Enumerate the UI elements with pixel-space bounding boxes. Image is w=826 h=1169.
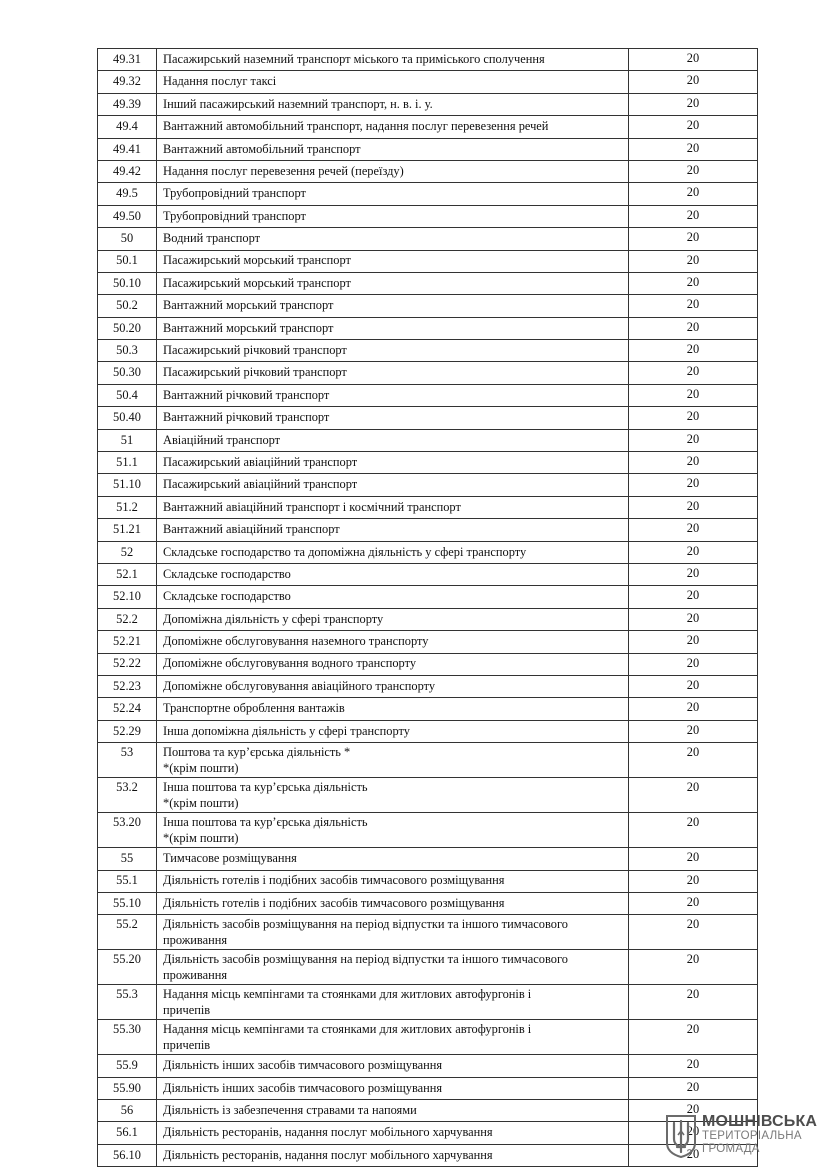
rate-cell: 20 — [629, 653, 758, 675]
rate-cell: 20 — [629, 362, 758, 384]
activity-name-cell — [157, 1100, 629, 1122]
activity-name-cell — [157, 778, 629, 813]
activity-name-cell — [157, 474, 629, 496]
activity-code-cell: 56.10 — [98, 1144, 157, 1166]
activity-code-cell: 49.41 — [98, 138, 157, 160]
activity-code-cell: 50.10 — [98, 272, 157, 294]
activity-code-cell: 51.2 — [98, 496, 157, 518]
activity-name: Допоміжне обслуговування водного транспорту — [163, 656, 417, 671]
activity-name-cell — [157, 915, 629, 950]
activity-name: Надання місць кемпінгами та стоянками для житлових автофургонів і — [163, 1022, 532, 1037]
activity-code-cell: 52.2 — [98, 608, 157, 630]
activity-name-cell — [157, 653, 629, 675]
activity-name: Надання послуг таксі — [163, 74, 277, 89]
table-row — [98, 474, 758, 496]
activity-name: Діяльність засобів розміщування на період відпустки та іншого тимчасового — [163, 952, 568, 967]
activity-name: Вантажний морський транспорт — [163, 298, 334, 313]
activity-name-cell — [157, 720, 629, 742]
table-row — [98, 653, 758, 675]
logo-line-3: ГРОМАДА — [702, 1143, 760, 1155]
rate-cell: 20 — [629, 698, 758, 720]
activity-name-cell — [157, 1020, 629, 1055]
activity-code-cell: 53 — [98, 743, 157, 778]
activity-name-cell — [157, 519, 629, 541]
activity-note: *(крім пошти) — [163, 760, 239, 775]
activity-code-cell: 50.30 — [98, 362, 157, 384]
rate-cell: 20 — [629, 870, 758, 892]
activity-code-cell: 55.90 — [98, 1077, 157, 1099]
activity-name: Складське господарство — [163, 589, 291, 604]
activity-name-cell — [157, 183, 629, 205]
activity-code-cell: 50.1 — [98, 250, 157, 272]
activity-name-cell — [157, 384, 629, 406]
activity-code-cell: 52.21 — [98, 631, 157, 653]
activity-code-cell: 56 — [98, 1100, 157, 1122]
activity-name: Пасажирський авіаційний транспорт — [163, 477, 358, 492]
activity-code-cell: 52 — [98, 541, 157, 563]
activity-name-cell — [157, 892, 629, 914]
activity-code-cell: 50 — [98, 228, 157, 250]
table-row — [98, 272, 758, 294]
activity-code-cell: 52.24 — [98, 698, 157, 720]
table-row — [98, 608, 758, 630]
rate-cell: 20 — [629, 49, 758, 71]
activity-name: Допоміжне обслуговування авіаційного транспорту — [163, 678, 436, 693]
activity-name: Водний транспорт — [163, 231, 261, 246]
activity-name: Вантажний автомобільний транспорт, надання послуг перевезення речей — [163, 119, 549, 134]
activity-name: Пасажирський річковий транспорт — [163, 343, 347, 358]
activity-name-cell — [157, 1122, 629, 1144]
trident-emblem-icon — [665, 1113, 697, 1159]
activity-name: Авіаційний транспорт — [163, 432, 281, 447]
table-row — [98, 778, 758, 813]
activity-code-cell: 49.4 — [98, 116, 157, 138]
table-row — [98, 295, 758, 317]
rate-cell: 20 — [629, 915, 758, 950]
activity-name-cell — [157, 452, 629, 474]
activity-name: Діяльність ресторанів, надання послуг мобільного харчування — [163, 1147, 493, 1162]
activity-name: Пасажирський наземний транспорт міського та приміського сполучення — [163, 51, 545, 66]
table-row — [98, 429, 758, 451]
activity-name-cell — [157, 950, 629, 985]
table-row — [98, 743, 758, 778]
rate-cell: 20 — [629, 295, 758, 317]
table-row — [98, 720, 758, 742]
table-row — [98, 496, 758, 518]
activity-name-cell — [157, 1055, 629, 1077]
table-row — [98, 675, 758, 697]
rate-cell: 20 — [629, 340, 758, 362]
activity-name-cell — [157, 272, 629, 294]
activity-code-cell: 49.31 — [98, 49, 157, 71]
activity-name-cell — [157, 340, 629, 362]
activity-name-cell — [157, 848, 629, 870]
table-row — [98, 362, 758, 384]
table-row — [98, 1100, 758, 1122]
activity-name: Вантажний річковий транспорт — [163, 410, 330, 425]
activity-name-cell — [157, 116, 629, 138]
rate-cell: 20 — [629, 429, 758, 451]
table-row — [98, 183, 758, 205]
rate-cell: 20 — [629, 474, 758, 496]
activity-name: Трубопровідний транспорт — [163, 186, 306, 201]
activity-name-cell — [157, 541, 629, 563]
rate-cell: 20 — [629, 892, 758, 914]
activity-name-cell — [157, 813, 629, 848]
activity-name: Діяльність готелів і подібних засобів тимчасового розміщування — [163, 873, 505, 888]
activity-name-continuation: причепів — [163, 1002, 211, 1017]
activity-name: Вантажний автомобільний транспорт — [163, 141, 361, 156]
activity-code-cell: 52.23 — [98, 675, 157, 697]
table-row — [98, 985, 758, 1020]
activity-name-cell — [157, 496, 629, 518]
activity-name: Діяльність інших засобів тимчасового розміщування — [163, 1058, 443, 1073]
rate-cell: 20 — [629, 93, 758, 115]
activity-code-cell: 51.1 — [98, 452, 157, 474]
rate-cell: 20 — [629, 1077, 758, 1099]
rate-cell: 20 — [629, 452, 758, 474]
activity-code-cell: 50.40 — [98, 407, 157, 429]
activity-code-cell: 52.10 — [98, 586, 157, 608]
activity-name-cell — [157, 228, 629, 250]
activity-name: Трубопровідний транспорт — [163, 208, 306, 223]
table-row — [98, 407, 758, 429]
rate-cell: 20 — [629, 519, 758, 541]
table-row — [98, 631, 758, 653]
activity-name: Пасажирський авіаційний транспорт — [163, 454, 358, 469]
rate-cell: 20 — [629, 250, 758, 272]
rate-cell: 20 — [629, 778, 758, 813]
rate-cell: 20 — [629, 743, 758, 778]
rate-cell: 20 — [629, 541, 758, 563]
activity-code-cell: 53.20 — [98, 813, 157, 848]
table-row — [98, 1020, 758, 1055]
rate-cell: 20 — [629, 407, 758, 429]
table-row — [98, 116, 758, 138]
table-row — [98, 340, 758, 362]
table-row — [98, 563, 758, 585]
activity-name-cell — [157, 362, 629, 384]
activity-name-cell — [157, 71, 629, 93]
rate-cell: 20 — [629, 384, 758, 406]
activity-name-cell — [157, 675, 629, 697]
table-row — [98, 317, 758, 339]
activity-name: Складське господарство — [163, 566, 291, 581]
activity-name: Надання послуг перевезення речей (переїзду) — [163, 163, 404, 178]
rate-cell: 20 — [629, 183, 758, 205]
rate-cell: 20 — [629, 985, 758, 1020]
activity-name: Інша допоміжна діяльність у сфері транспорту — [163, 723, 410, 738]
activity-code-cell: 51 — [98, 429, 157, 451]
activity-name-cell — [157, 563, 629, 585]
rate-cell: 20 — [629, 71, 758, 93]
activity-code-cell: 52.29 — [98, 720, 157, 742]
rate-cell: 20 — [629, 317, 758, 339]
activity-name-cell — [157, 407, 629, 429]
activity-code-cell: 55.9 — [98, 1055, 157, 1077]
table-row — [98, 49, 758, 71]
rate-cell: 20 — [629, 1100, 758, 1122]
rate-cell: 20 — [629, 1122, 758, 1144]
activity-name-continuation: причепів — [163, 1037, 211, 1052]
activity-name-cell — [157, 608, 629, 630]
activity-name-cell — [157, 295, 629, 317]
table-row — [98, 452, 758, 474]
rate-cell: 20 — [629, 586, 758, 608]
activity-name-cell — [157, 138, 629, 160]
activity-name: Транспортне оброблення вантажів — [163, 701, 345, 716]
activity-name: Вантажний авіаційний транспорт і космічний транспорт — [163, 499, 461, 514]
table-row — [98, 541, 758, 563]
table-row — [98, 813, 758, 848]
activity-name: Тимчасове розміщування — [163, 851, 297, 866]
activity-name-cell — [157, 317, 629, 339]
table-row — [98, 1144, 758, 1166]
activity-name: Надання місць кемпінгами та стоянками для житлових автофургонів і — [163, 987, 532, 1002]
activity-name: Складське господарство та допоміжна діяльність у сфері транспорту — [163, 544, 527, 559]
activity-name: Діяльність засобів розміщування на період відпустки та іншого тимчасового — [163, 917, 568, 932]
activity-name: Діяльність готелів і подібних засобів тимчасового розміщування — [163, 895, 505, 910]
logo-line-2: ТЕРИТОРІАЛЬНА — [702, 1130, 802, 1142]
table-row — [98, 138, 758, 160]
activity-name-cell — [157, 870, 629, 892]
table-row — [98, 71, 758, 93]
activity-code-cell: 55.2 — [98, 915, 157, 950]
activity-name: Інша поштова та кур’єрська діяльність — [163, 815, 368, 830]
rate-cell: 20 — [629, 848, 758, 870]
logo-text — [702, 1114, 817, 1155]
rate-cell: 20 — [629, 272, 758, 294]
rate-cell: 20 — [629, 813, 758, 848]
activity-name: Пасажирський морський транспорт — [163, 275, 351, 290]
activity-name: Діяльність із забезпечення стравами та напоями — [163, 1103, 417, 1117]
table-row — [98, 586, 758, 608]
activity-code-cell: 53.2 — [98, 778, 157, 813]
table-row — [98, 915, 758, 950]
activity-note: *(крім пошти) — [163, 795, 239, 810]
activity-code-cell: 51.10 — [98, 474, 157, 496]
activity-code-cell: 49.42 — [98, 160, 157, 182]
activity-name: Поштова та кур’єрська діяльність * — [163, 745, 351, 760]
table-row — [98, 892, 758, 914]
activity-name-continuation: проживання — [163, 932, 228, 947]
activity-code-cell: 55.20 — [98, 950, 157, 985]
activity-name-cell — [157, 631, 629, 653]
activity-code-cell: 55.10 — [98, 892, 157, 914]
activity-code-cell: 49.39 — [98, 93, 157, 115]
activity-name-cell — [157, 205, 629, 227]
activity-code-cell: 55.3 — [98, 985, 157, 1020]
activity-code-cell: 55.1 — [98, 870, 157, 892]
table-row — [98, 950, 758, 985]
activity-code-cell: 49.32 — [98, 71, 157, 93]
activity-name-cell — [157, 49, 629, 71]
activity-code-cell: 56.1 — [98, 1122, 157, 1144]
activity-code-cell: 55.30 — [98, 1020, 157, 1055]
rate-cell: 20 — [629, 675, 758, 697]
table-row — [98, 228, 758, 250]
activity-note: *(крім пошти) — [163, 830, 239, 845]
activity-name: Вантажний морський транспорт — [163, 320, 334, 335]
activity-code-cell: 50.4 — [98, 384, 157, 406]
table-row — [98, 1077, 758, 1099]
activity-name: Вантажний авіаційний транспорт — [163, 522, 340, 537]
activity-code-cell: 50.2 — [98, 295, 157, 317]
activity-name: Пасажирський річковий транспорт — [163, 365, 347, 380]
rate-cell: 20 — [629, 563, 758, 585]
activity-code-cell: 52.22 — [98, 653, 157, 675]
rate-cell: 20 — [629, 950, 758, 985]
activity-name-cell — [157, 160, 629, 182]
rate-cell: 20 — [629, 608, 758, 630]
rate-cell: 20 — [629, 720, 758, 742]
table-row — [98, 848, 758, 870]
activity-name: Пасажирський морський транспорт — [163, 253, 351, 268]
activity-code-cell: 51.21 — [98, 519, 157, 541]
rate-cell: 20 — [629, 160, 758, 182]
table-body — [98, 49, 758, 1167]
table-row — [98, 205, 758, 227]
table-row — [98, 519, 758, 541]
table-row — [98, 93, 758, 115]
rate-cell: 20 — [629, 1055, 758, 1077]
activity-name-cell — [157, 1077, 629, 1099]
logo-line-1: МОШНІВСЬКА — [702, 1113, 818, 1130]
activity-code-cell: 50.20 — [98, 317, 157, 339]
activity-code-cell: 49.50 — [98, 205, 157, 227]
rate-cell: 20 — [629, 1020, 758, 1055]
activity-name-cell — [157, 250, 629, 272]
activity-name-cell — [157, 586, 629, 608]
rate-cell: 20 — [629, 116, 758, 138]
rate-cell: 20 — [629, 138, 758, 160]
activity-name: Інша поштова та кур’єрська діяльність — [163, 780, 368, 795]
activity-name: Допоміжне обслуговування наземного транспорту — [163, 634, 429, 649]
rate-cell: 20 — [629, 1144, 758, 1166]
community-logo — [665, 1113, 818, 1159]
rate-cell: 20 — [629, 205, 758, 227]
activity-code-cell: 52.1 — [98, 563, 157, 585]
table-row — [98, 698, 758, 720]
table-row — [98, 870, 758, 892]
activity-name: Допоміжна діяльність у сфері транспорту — [163, 611, 384, 626]
activity-name-cell — [157, 985, 629, 1020]
table-row — [98, 1122, 758, 1144]
table-row — [98, 160, 758, 182]
activity-name: Вантажний річковий транспорт — [163, 387, 330, 402]
activity-name-cell — [157, 429, 629, 451]
activity-name-continuation: проживання — [163, 967, 228, 982]
rate-cell: 20 — [629, 631, 758, 653]
table-row — [98, 250, 758, 272]
activity-name: Інший пасажирський наземний транспорт, н. в. і. у. — [163, 96, 433, 111]
table-row — [98, 1055, 758, 1077]
activity-name-cell — [157, 93, 629, 115]
activity-codes-table — [97, 48, 758, 1167]
activity-name-cell — [157, 743, 629, 778]
activity-name-cell — [157, 1144, 629, 1166]
rate-cell: 20 — [629, 496, 758, 518]
activity-name: Діяльність інших засобів тимчасового розміщування — [163, 1080, 443, 1095]
activity-code-cell: 55 — [98, 848, 157, 870]
table-row — [98, 384, 758, 406]
activity-code-cell: 50.3 — [98, 340, 157, 362]
activity-name: Діяльність ресторанів, надання послуг мобільного харчування — [163, 1125, 493, 1140]
rate-cell: 20 — [629, 228, 758, 250]
activity-name-cell — [157, 698, 629, 720]
activity-code-cell: 49.5 — [98, 183, 157, 205]
